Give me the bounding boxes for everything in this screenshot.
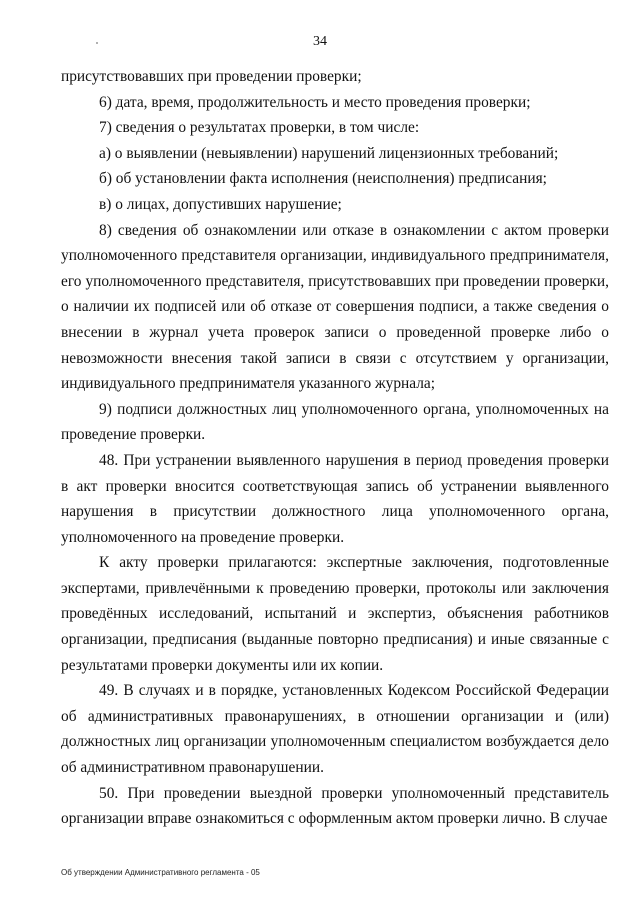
paragraph-subitem-a: а) о выявлении (невыявлении) нарушений лицензионных требований; [99, 144, 559, 162]
paragraph-continuation: присутствовавших при проведении проверки; [61, 68, 362, 85]
paragraph-clause-48: 48. При устранении выявленного нарушения в период проведения проверки в акт проверки вносится соответствующая запись об устранении выявленного нарушения в присутствии должностного лица уполномоченного органа, уполномоченного на проведение проверки. [61, 451, 609, 546]
paragraph-item-6: 6) дата, время, продолжительность и место проведения проверки; [99, 93, 531, 111]
paragraph-clause-50: 50. При проведении выездной проверки уполномоченный представитель организации вправе ознакомиться с оформленным актом проверки лично. В случае [61, 784, 609, 828]
paragraph-item-8: 8) сведения об ознакомлении или отказе в ознакомлении с актом проверки уполномоченного представителя организации, индивидуального предпринимателя, его уполномоченного представителя, присутствовавших при проведении проверки, о наличии их подписей или об отказе от совершения подписи, а также сведения о внесении в журнал учета проверок записи о проведенной проверке либо о невозможности внесения такой записи в связи с отсутствием у организации, индивидуального предпринимателя указанного журнала; [61, 221, 609, 393]
paragraph-subitem-b: б) об установлении факта исполнения (неисполнения) предписания; [99, 170, 547, 188]
paragraph-clause-49: 49. В случаях и в порядке, установленных Кодексом Российской Федерации об административных правонарушениях, в отношении организации и (или) должностных лиц организации уполномоченным специалистом возбуждается дело об административном правонарушении. [61, 682, 609, 777]
paragraph-attachments: К акту проверки прилагаются: экспертные заключения, подготовленные экспертами, привлечёнными к проведению проверки, протоколы или заключения проведённых исследований, испытаний и экспертиз, объяснения работников организации, предписания (выданные повторно предписания) и иные связанные с результатами проверки документы или их копии. [61, 554, 609, 674]
paragraph-item-9: 9) подписи должностных лиц уполномоченного органа, уполномоченных на проведение проверки. [61, 400, 609, 444]
document-body [61, 64, 609, 832]
paragraph-item-7: 7) сведения о результатах проверки, в том числе: [99, 119, 420, 137]
document-footer: Об утверждении Административного регламента - 05 [61, 868, 260, 877]
paragraph-subitem-v: в) о лицах, допустивших нарушение; [99, 195, 342, 213]
scan-speck [96, 42, 98, 44]
page-number: 34 [313, 34, 327, 49]
